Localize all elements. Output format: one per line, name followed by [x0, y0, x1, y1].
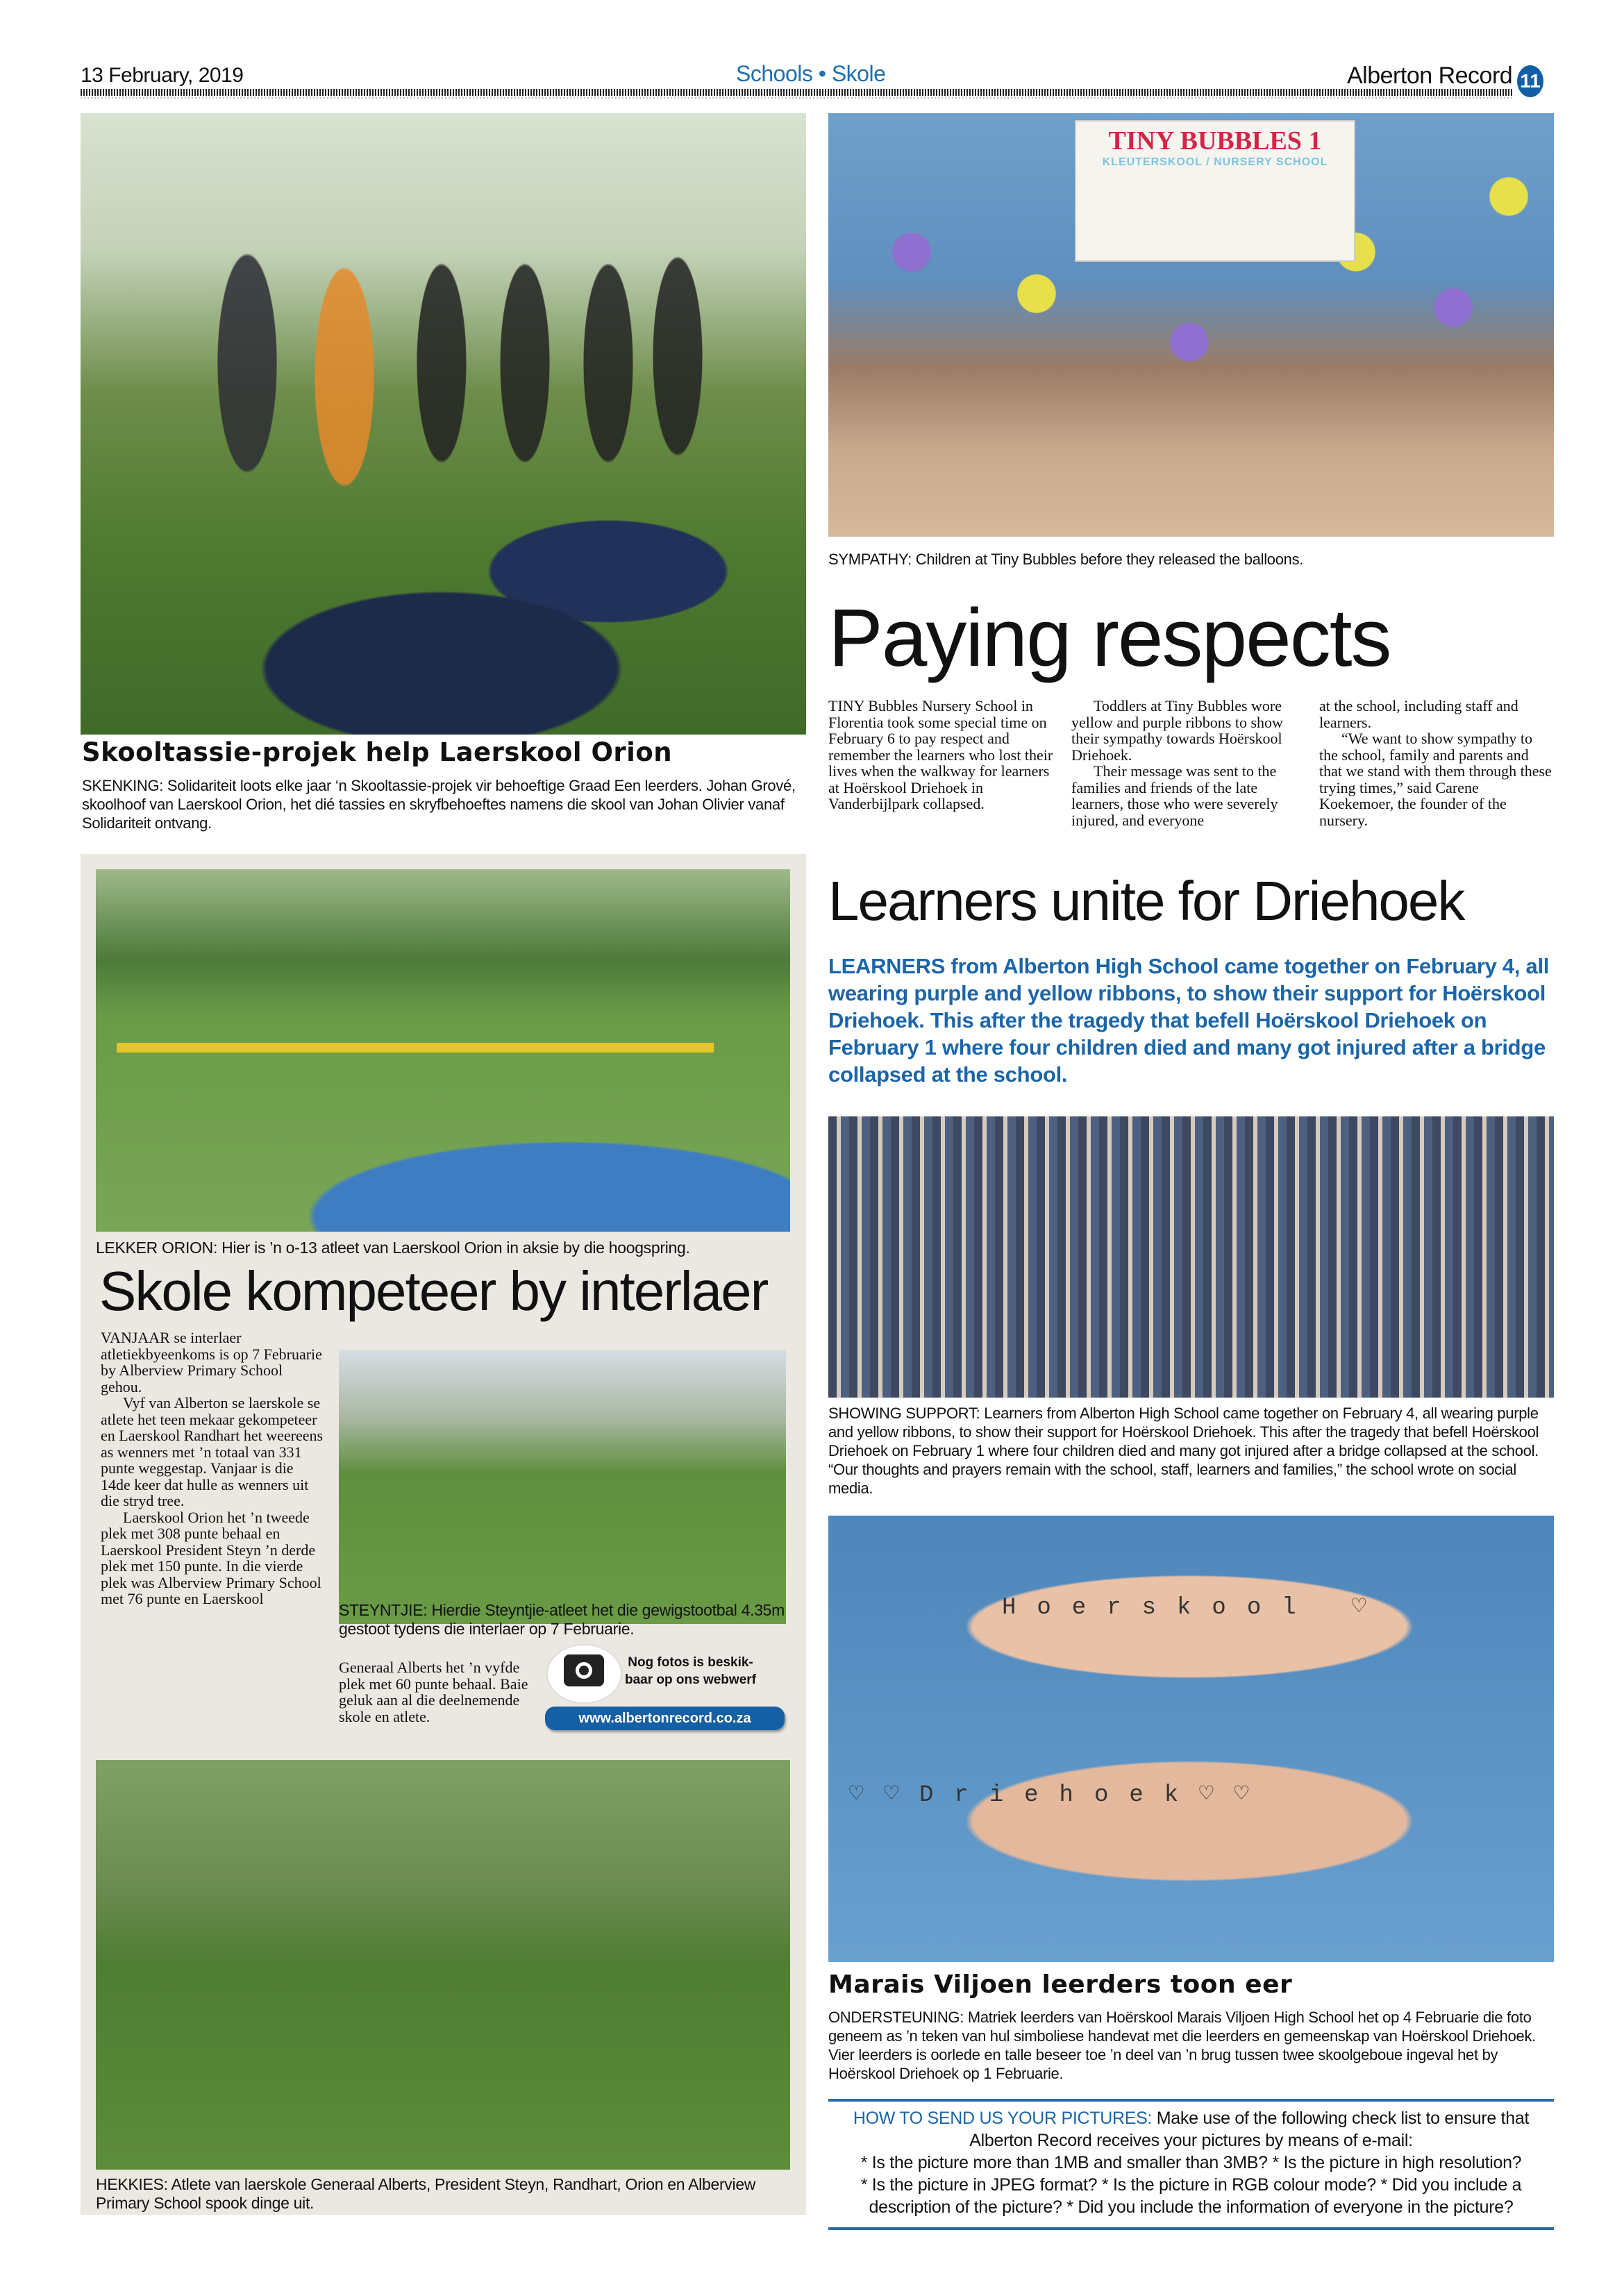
headline-marais-viljoen: Marais Viljoen leerders toon eer — [828, 1970, 1293, 1999]
checklist-line-1: * Is the picture more than 1MB and smaller than 3MB? * Is the picture in high resolution? — [860, 2153, 1522, 2172]
high-jump-bar — [117, 1043, 714, 1053]
header-rule — [81, 89, 1513, 96]
headline-learners-unite: Learners unite for Driehoek — [828, 870, 1464, 932]
caption-steyntjie: STEYNTJIE: Hierdie Steyntjie-atleet het die gewigstootbal 4.35m gestoot tydens die interlaer op 7 Februarie. — [339, 1601, 785, 1638]
paragraph: TINY Bubbles Nursery School in Florentia took some special time on February 6 to pay respect and remember the learners who lost their lives when the walkway for learners at Hoërskool Driehoek in Vanderbijlpark collapsed. — [828, 697, 1053, 812]
issue-date: 13 February, 2019 — [81, 64, 244, 87]
caption-skenking: SKENKING: Solidariteit loots elke jaar ‘n Skooltassie-projek vir behoeftige Graad Een leerders. Johan Grové, skoolhoof van Laerskool Orion, het dié tassies en skryfbehoeftes namens die skool van Johan Olivier vanaf Solidariteit ontvang. — [82, 777, 796, 832]
promo-text — [625, 1654, 756, 1689]
paragraph: at the school, including staff and learners. — [1319, 697, 1518, 731]
section-title: Schools • Skole — [736, 61, 886, 86]
headline-paying-respects: Paying respects — [828, 592, 1391, 684]
photo-alberton-high-learners — [828, 1116, 1554, 1398]
headline-skooltassie: Skooltassie-projek help Laerskool Orion — [82, 737, 673, 767]
publication-name: Alberton Record — [1347, 62, 1513, 89]
photo-school-bags-handover — [81, 113, 806, 735]
caption-lekker-orion: LEKKER ORION: Hier is ’n o-13 atleet van Laerskool Orion in aksie by die hoogspring. — [96, 1239, 690, 1257]
how-to-intro — [828, 2107, 1554, 2152]
photo-high-jump — [96, 869, 790, 1232]
sign-title: TINY BUBBLES 1 — [1108, 126, 1322, 156]
tiny-bubbles-sign — [1075, 120, 1355, 262]
camera-icon — [564, 1654, 604, 1686]
checklist-line-2: * Is the picture in JPEG format? * Is the picture in RGB colour mode? * Did you include a description of the picture? * Did you include the information of everyone in the picture? — [860, 2175, 1522, 2217]
hands-text-row-1: Hoerskool ♡ — [1002, 1595, 1387, 1621]
caption-sympathy: SYMPATHY: Children at Tiny Bubbles before they released the balloons. — [828, 551, 1304, 568]
paragraph: Laerskool Orion het ’n tweede plek met 308 punte behaal en Laerskool President Steyn ’n derde plek met 150 punte. In die vierde plek was Alberview Primary School met 76 punte en Laerskool — [101, 1508, 321, 1607]
paragraph: Vyf van Alberton se laerskole se atlete het teen mekaar gekompeteer en Laerskool Randhart het weereens as wenners met ’n totaal van 331 punte weggestap. Vanjaar is die 14de keer dat hulle as wenners uit die stryd tree. — [101, 1394, 324, 1509]
sign-subtitle: KLEUTERSKOOL / NURSERY SCHOOL — [1102, 156, 1328, 168]
photo-people-group — [164, 155, 719, 530]
article-column-2 — [1071, 698, 1300, 828]
page-number-badge: 11 — [1517, 65, 1543, 97]
paragraph: “We want to show sympathy to the school, family and parents and that we stand with them through these trying times,” said Carene Koekemoer, the founder of the nursery. — [1319, 730, 1552, 829]
photo-tiny-bubbles-balloons — [828, 113, 1554, 537]
caption-ondersteuning: ONDERSTEUNING: Matriek leerders van Hoërskool Marais Viljoen High School het op 4 Februarie die foto geneem as ’n teken van hul simboliese handevat met die leerders en gemeenskap van Hoërskool Driehoek. Vier leerders is oorlede en talle beseer toe ’n deel van ’n brug tussen twee skoolgeboue ingeval het by Hoërskool Driehoek op 1 Februarie. — [828, 2009, 1536, 2082]
photo-hands-hoerskool-driehoek — [828, 1516, 1554, 1962]
paragraph: VANJAAR se interlaer atletiekbyeenkoms is op 7 Februarie by Alberview Primary School gehou. — [101, 1329, 322, 1396]
divider-rule-top — [828, 2099, 1554, 2102]
headline-skole-kompeteer: Skole kompeteer by interlaer — [99, 1260, 768, 1322]
paragraph: Generaal Alberts het ’n vyfde plek met 60 punte behaal. Baie geluk aan al die deelnemende skole en atlete. — [339, 1659, 528, 1725]
header-rule-shadow — [81, 97, 1513, 99]
paragraph: Toddlers at Tiny Bubbles wore yellow and purple ribbons to show their sympathy towards Hoërskool Driehoek. — [1071, 697, 1283, 764]
article-column-3 — [1319, 698, 1554, 828]
caption-hekkies: HEKKIES: Atlete van laerskole Generaal Alberts, President Steyn, Randhart, Orion en Alberview Primary School spook dinge uit. — [96, 2175, 756, 2212]
hands-text-row-2: ♡♡Driehoek♡♡ — [849, 1782, 1270, 1809]
interlaer-body-column — [101, 1330, 326, 1607]
article-column-1 — [828, 698, 1057, 812]
promo-line-2: baar op ons webwerf — [625, 1673, 756, 1687]
photo-hurdles-race — [96, 1760, 790, 2170]
divider-rule-bottom — [828, 2227, 1554, 2230]
paragraph: Their message was sent to the families and friends of the late learners, those who were severely injured, and everyone — [1071, 762, 1278, 829]
lead-paragraph-driehoek: LEARNERS from Alberton High School came together on February 4, all wearing purple and yellow ribbons, to show their support for Hoërskool Driehoek. This after the tragedy that befell Hoërskool Driehoek on February 1 where four children died and many got injured after a bridge collapsed at the school. — [828, 954, 1550, 1087]
photo-shot-put-athlete — [339, 1350, 786, 1624]
how-to-text: Make use of the following check list to ensure that Alberton Record receives your pictures by means of e-mail: — [969, 2109, 1530, 2150]
website-link[interactable]: www.albertonrecord.co.za — [545, 1707, 785, 1730]
how-to-label: HOW TO SEND US YOUR PICTURES: — [853, 2109, 1153, 2128]
caption-showing-support: SHOWING SUPPORT: Learners from Alberton High School came together on February 4, all wearing purple and yellow ribbons, to show their support for Hoërskool Driehoek. This after the tragedy that befell Hoërskool Driehoek on February 1 where four children died and many got injured after a bridge collapsed at the school. “Our thoughts and prayers remain with the school, staff, learners and families,” the school wrote on social media. — [828, 1405, 1539, 1497]
promo-line-1: Nog fotos is beskik- — [628, 1655, 753, 1670]
how-to-send-pictures — [828, 2107, 1554, 2218]
interlaer-body-continued — [339, 1659, 540, 1725]
